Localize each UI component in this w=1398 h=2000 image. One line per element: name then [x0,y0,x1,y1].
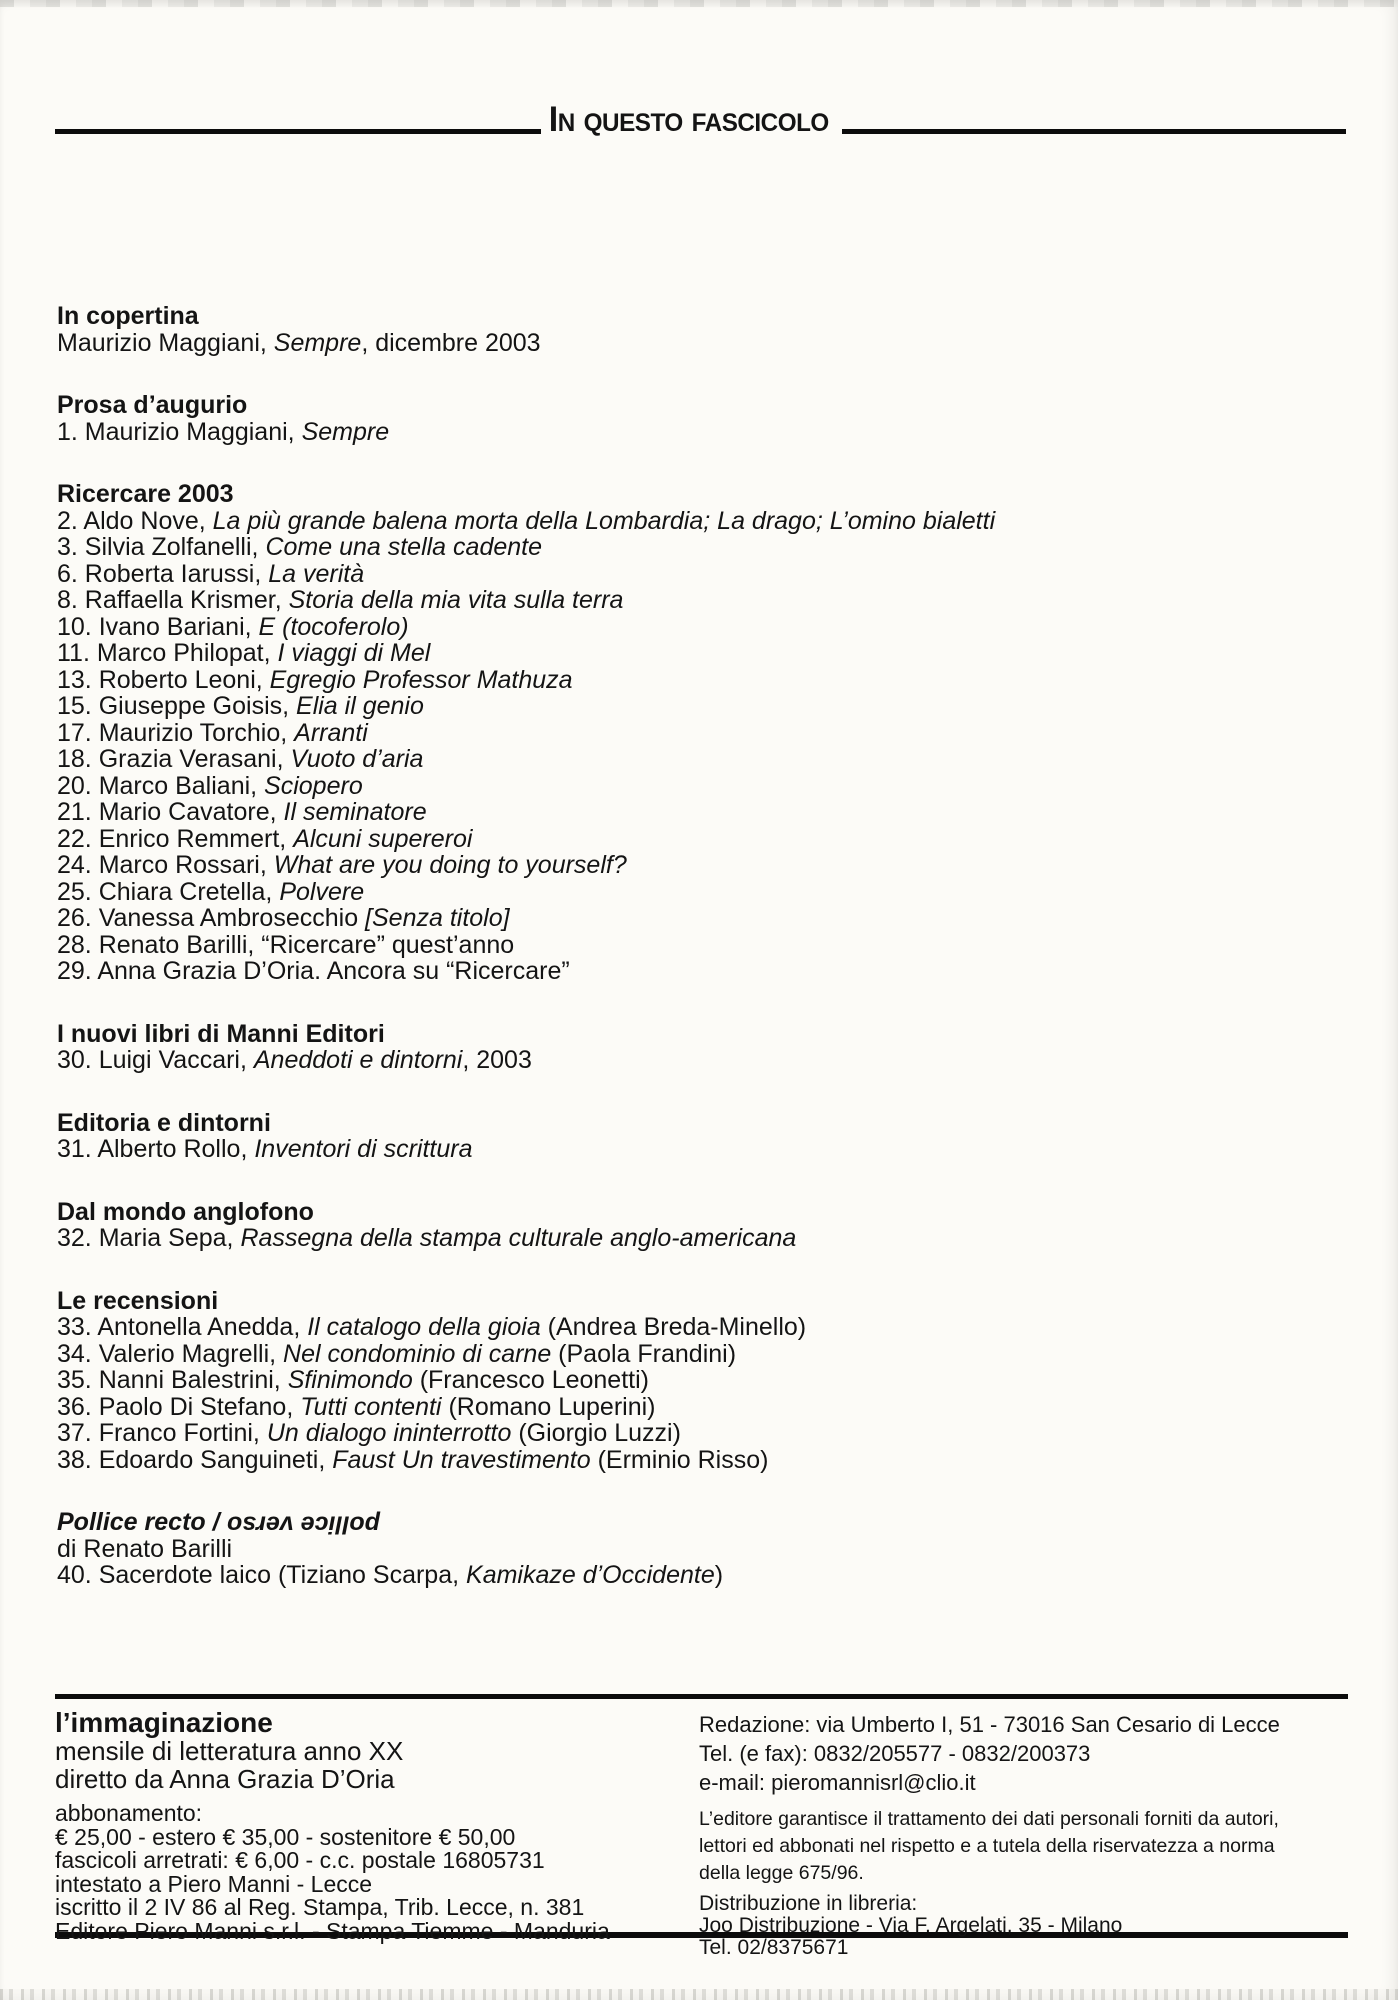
pollice-recto-label: Pollice recto [57,1508,206,1536]
editorial-contact [699,1710,1348,1797]
scan-artifact-bottom [0,1989,1398,2000]
toc-entry: 18. Grazia Verasani, Vuoto d’aria [57,745,424,773]
toc-entry: 22. Enrico Remmert, Alcuni supereroi [57,824,473,853]
toc-entry: 38. Edoardo Sanguineti, Faust Un travestimento (Erminio Risso) [57,1445,769,1474]
toc-entry: 26. Vanessa Ambrosecchio [Senza titolo] [57,904,510,932]
section-le-recensioni [57,1288,1350,1474]
toc-entry: 37. Franco Fortini, Un dialogo ininterrotto (Giorgio Luzzi) [57,1419,681,1447]
toc-entry: 35. Nanni Balestrini, Sfinimondo (Francesco Leonetti) [57,1366,649,1394]
section-dal-mondo-anglofono [57,1199,1350,1252]
contact-line: Tel. (e fax): 0832/205577 - 0832/200373 [699,1741,1091,1766]
section-items [57,1047,1350,1074]
scan-artifact-top [0,0,1398,7]
magazine-subtitle: mensile di letteratura anno XX [55,1736,404,1766]
section-nuovi-libri [57,1021,1350,1074]
contact-line: Redazione: via Umberto I, 51 - 73016 San Cesario di Lecce [699,1712,1280,1737]
toc-entry: 15. Giuseppe Goisis, Elia il genio [57,692,424,720]
toc-entry: 31. Alberto Rollo, Inventori di scrittura [57,1135,473,1163]
section-items [57,330,1350,357]
subscription-info [55,1802,697,1943]
distribution-line: Joo Distribuzione - Via F. Argelati, 35 - Milano [699,1914,1123,1937]
section-heading: Prosa d’augurio [57,391,248,419]
toc-entry: 24. Marco Rossari, What are you doing to yourself? [57,851,627,879]
subscription-line: intestato a Piero Manni - Lecce [55,1870,373,1897]
toc-entry: 32. Maria Sepa, Rassegna della stampa culturale anglo-americana [57,1224,797,1252]
toc-entry: 21. Mario Cavatore, Il seminatore [57,798,427,826]
page-title: In questo fascicolo [548,100,829,139]
toc-entry: 40. Sacerdote laico (Tiziano Scarpa, Kamikaze d’Occidente) [57,1561,724,1589]
section-ricercare-2003 [57,481,1350,985]
subscription-line: abbonamento: [55,1800,203,1826]
privacy-notice: L’editore garantisce il trattamento dei dati personali forniti da autori, lettori ed abbonati nel rispetto e a tutela della riservatezza a norma della legge 675/96. [699,1808,1279,1884]
toc-entry: 25. Chiara Cretella, Polvere [57,877,365,906]
toc-entry: 8. Raffaella Krismer, Storia della mia vita sulla terra [57,586,624,614]
subscription-line: Editore Piero Manni s.r.l. - Stampa Tiemme - Manduria [55,1917,610,1944]
section-pollice-recto [57,1509,1350,1589]
section-heading: In copertina [57,302,199,330]
pollice-byline: di Renato Barilli [57,1534,233,1563]
section-prosa-daugurio [57,392,1350,445]
section-items [57,508,1350,985]
toc-entry: 30. Luigi Vaccari, Aneddoti e dintorni, 2003 [57,1046,532,1074]
toc-entry: 11. Marco Philopat, I viaggi di Mel [57,639,431,667]
distribution-line: Distribuzione in libreria: [699,1892,918,1915]
header-rule-right [842,129,1346,134]
pollice-verso-flipped-label: pollice verso [226,1510,380,1539]
colophon-left-column [55,1699,697,1944]
subscription-line: iscritto il 2 IV 86 al Reg. Stampa, Trib. Lecce, n. 381 [55,1894,585,1920]
toc-entry: Maurizio Maggiani, Sempre, dicembre 2003 [57,328,541,357]
toc-entry: 33. Antonella Anedda, Il catalogo della gioia (Andrea Breda-Minello) [57,1313,807,1341]
section-items [57,1136,1350,1163]
subscription-line: € 25,00 - estero € 35,00 - sostenitore € 50,00 [55,1823,516,1850]
section-editoria-e-dintorni [57,1110,1350,1163]
contact-line: e-mail: pieromannisrl@clio.it [699,1770,976,1795]
subscription-line: fascicoli arretrati: € 6,00 - c.c. postale 16805731 [55,1847,545,1873]
toc-entry: 6. Roberta Iarussi, La verità [57,559,365,588]
section-heading: Dal mondo anglofono [57,1197,314,1226]
section-heading: I nuovi libri di Manni Editori [57,1019,385,1048]
distribution-info [699,1893,1348,1959]
section-items [57,1225,1350,1252]
toc-entry: 28. Renato Barilli, “Ricercare” quest’anno [57,930,515,959]
section-heading: Ricercare 2003 [57,480,234,508]
pollice-separator: / [205,1508,227,1536]
toc-entry: 20. Marco Baliani, Sciopero [57,771,363,800]
toc-entry: 2. Aldo Nove, La più grande balena morta della Lombardia; La drago; L’omino bialetti [57,506,996,535]
distribution-line: Tel. 02/8375671 [699,1936,849,1959]
toc-entry: 17. Maurizio Torchio, Arranti [57,718,368,747]
toc-entry: 1. Maurizio Maggiani, Sempre [57,417,390,446]
section-in-copertina [57,303,1350,356]
section-items [57,419,1350,446]
section-heading [57,1508,1350,1539]
toc-entry: 10. Ivano Bariani, E (tocoferolo) [57,612,409,641]
section-heading: Le recensioni [57,1286,219,1315]
toc-entry: 29. Anna Grazia D’Oria. Ancora su “Ricercare” [57,957,570,985]
header-rule-left [55,129,541,134]
section-items [57,1314,1350,1473]
toc-entry: 13. Roberto Leoni, Egregio Professor Mathuza [57,665,573,694]
page-header [55,102,1346,137]
toc-entry: 3. Silvia Zolfanelli, Come una stella cadente [57,533,542,561]
magazine-director: diretto da Anna Grazia D’Oria [55,1764,395,1794]
toc-entry: 36. Paolo Di Stefano, Tutti contenti (Romano Luperini) [57,1392,656,1421]
section-heading: Editoria e dintorni [57,1108,271,1137]
table-of-contents [57,303,1350,1625]
colophon-right-column [697,1699,1348,1959]
magazine-title: l’immaginazione [55,1707,273,1738]
toc-entry: 34. Valerio Magrelli, Nel condominio di carne (Paola Frandini) [57,1339,737,1368]
colophon-footer [55,1694,1348,1959]
